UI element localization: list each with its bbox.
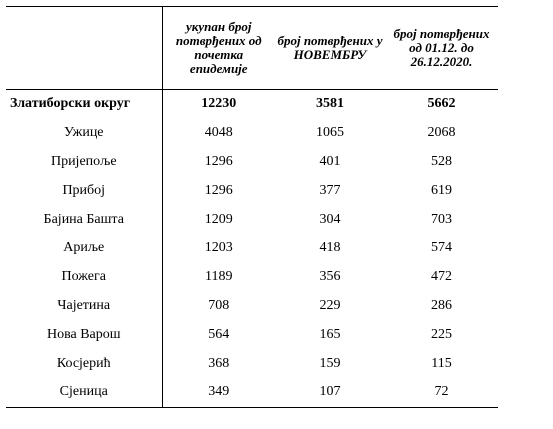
total-cases-cell: 708 xyxy=(208,297,230,313)
november-cases-cell: 304 xyxy=(319,211,341,227)
municipality-name: Пријепоље xyxy=(6,148,162,177)
district-name: Златиборски округ xyxy=(6,90,162,119)
december-cases-cell: 619 xyxy=(431,182,452,198)
municipality-name: Бајина Башта xyxy=(6,205,162,234)
total-cases-cell: 564 xyxy=(208,326,230,342)
total-cases-cell: 349 xyxy=(208,384,230,400)
header-corner-cell xyxy=(6,7,162,90)
november-cases-cell: 418 xyxy=(319,240,341,256)
total-cases-cell: 1209 xyxy=(204,211,233,227)
table-row-district-total xyxy=(6,90,498,119)
december-cases-cell: 225 xyxy=(431,326,452,342)
december-cases-cell: 574 xyxy=(431,240,452,256)
november-cases-cell: 356 xyxy=(319,269,341,285)
table-row xyxy=(6,378,498,407)
table-row xyxy=(6,234,498,263)
table-row xyxy=(6,320,498,349)
november-cases-cell: 401 xyxy=(319,153,341,169)
header-december: број потврђених од 01.12. до 26.12.2020. xyxy=(393,26,490,69)
table-row xyxy=(6,292,498,321)
total-cases-cell: 4048 xyxy=(204,125,233,141)
covid-cases-table-container xyxy=(6,6,498,408)
table-header-row xyxy=(6,7,498,90)
municipality-name: Пожега xyxy=(6,263,162,292)
table-row xyxy=(6,349,498,378)
district-total-cases: 12230 xyxy=(201,96,237,112)
december-cases-cell: 2068 xyxy=(427,125,456,141)
district-november-cases: 3581 xyxy=(316,96,344,112)
december-cases-cell: 115 xyxy=(431,355,452,371)
table-row xyxy=(6,263,498,292)
municipality-name: Ариље xyxy=(6,234,162,263)
header-total-since-start: укупан број потврђених од почетка епидемије xyxy=(175,19,262,76)
december-cases-cell: 286 xyxy=(431,297,452,313)
table-row xyxy=(6,205,498,234)
municipality-name: Косјерић xyxy=(6,349,162,378)
november-cases-cell: 1065 xyxy=(316,125,344,141)
november-cases-cell: 229 xyxy=(319,297,341,313)
municipality-name: Сјеница xyxy=(6,378,162,407)
november-cases-cell: 159 xyxy=(319,355,341,371)
municipality-name: Нова Варош xyxy=(6,320,162,349)
november-cases-cell: 377 xyxy=(319,182,341,198)
december-cases-cell: 528 xyxy=(431,153,452,169)
municipality-name: Ужице xyxy=(6,119,162,148)
covid-cases-table xyxy=(6,6,498,408)
municipality-name: Прибој xyxy=(6,176,162,205)
table-row xyxy=(6,119,498,148)
total-cases-cell: 1189 xyxy=(205,269,233,285)
total-cases-cell: 1296 xyxy=(204,182,233,198)
municipality-name: Чајетина xyxy=(6,292,162,321)
total-cases-cell: 1203 xyxy=(204,240,233,256)
december-cases-cell: 703 xyxy=(431,211,452,227)
december-cases-cell: 72 xyxy=(434,384,449,400)
december-cases-cell: 472 xyxy=(431,269,452,285)
november-cases-cell: 107 xyxy=(319,384,341,400)
district-december-cases: 5662 xyxy=(427,96,456,112)
table-row xyxy=(6,148,498,177)
total-cases-cell: 368 xyxy=(208,355,230,371)
total-cases-cell: 1296 xyxy=(204,153,233,169)
header-november: број потврђених у НОВЕМБРУ xyxy=(277,33,383,62)
november-cases-cell: 165 xyxy=(319,326,341,342)
table-row xyxy=(6,176,498,205)
